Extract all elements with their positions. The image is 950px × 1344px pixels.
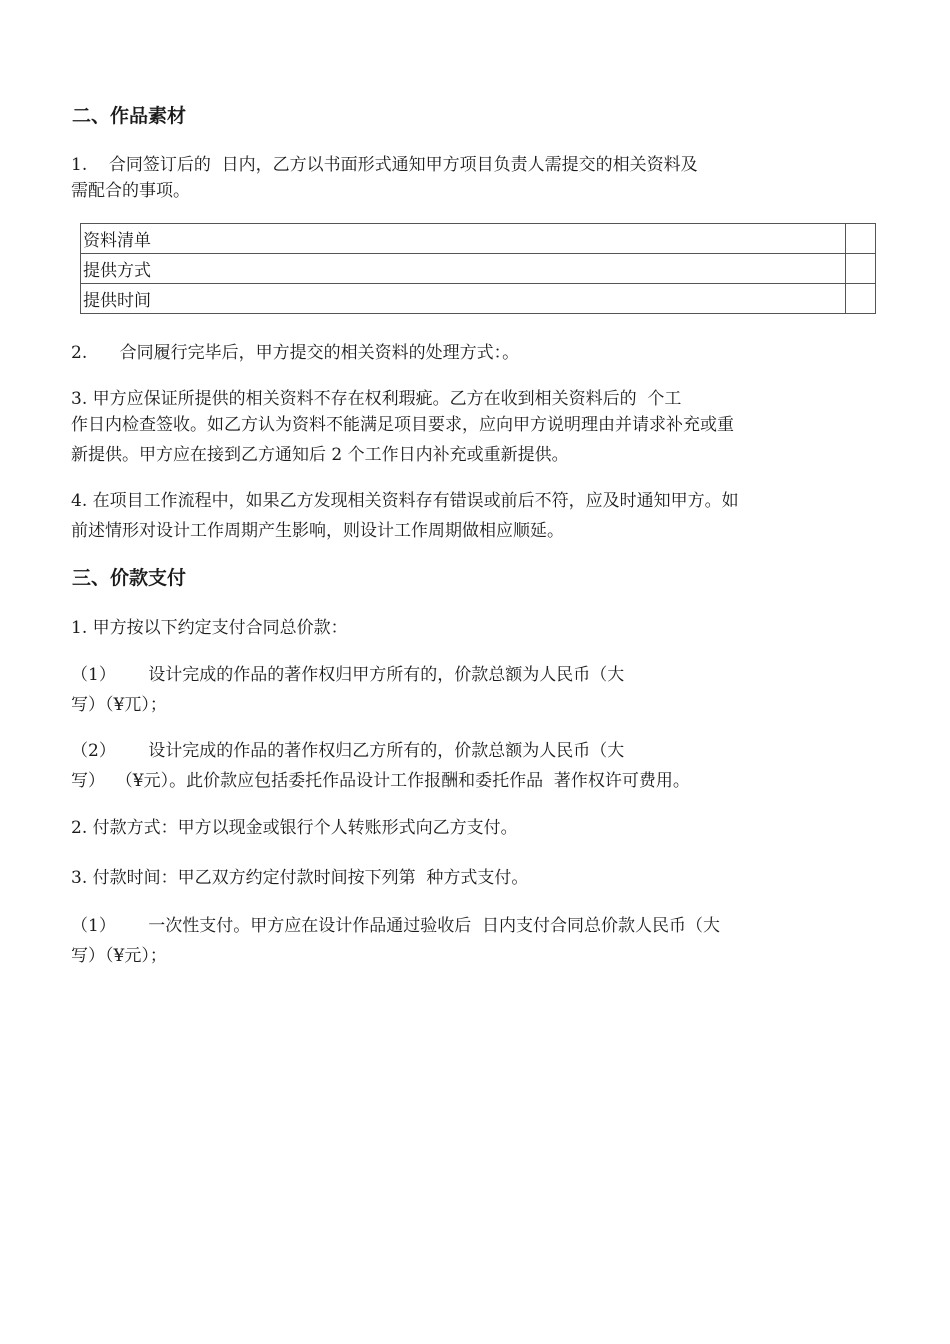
table-cell-label: 提供时间: [81, 284, 846, 314]
payment-item-3: [71, 911, 871, 971]
paragraph-2: [71, 338, 871, 368]
paragraph-line: 1. 甲方按以下约定支付合同总价款：: [71, 618, 348, 638]
table-row: [81, 254, 876, 284]
paragraph-line: 2. 合同履行完毕后，甲方提交的相关资料的处理方式：。: [71, 343, 520, 363]
section-heading-materials: 二、作品素材: [72, 105, 187, 127]
paragraph-line: 写）（¥兀）；: [71, 695, 167, 715]
payment-item-1: [71, 660, 871, 720]
payment-item-2: [71, 736, 871, 796]
section-heading-payment: 三、价款支付: [72, 567, 187, 589]
table-row: [81, 224, 876, 254]
table-cell-value: [846, 254, 876, 284]
paragraph-line: （1） 设计完成的作品的著作权归甲方所有的，价款总额为人民币（大: [71, 665, 625, 685]
paragraph-line: 3. 甲方应保证所提供的相关资料不存在权利瑕疵。乙方在收到相关资料后的 个工: [71, 389, 682, 409]
paragraph-line: 作日内检查签收。如乙方认为资料不能满足项目要求，应向甲方说明理由并请求补充或重: [71, 415, 734, 435]
table-cell-label: 资料清单: [81, 224, 846, 254]
paragraph-line: （2） 设计完成的作品的著作权归乙方所有的，价款总额为人民币（大: [71, 741, 625, 761]
paragraph-line: 4. 在项目工作流程中，如果乙方发现相关资料存有错误或前后不符，应及时通知甲方。如: [71, 491, 739, 511]
paragraph-line: 3. 付款时间：甲乙双方约定付款时间按下列第 种方式支付。: [71, 868, 529, 888]
paragraph-3: [71, 384, 871, 470]
payment-paragraph-3: [71, 863, 871, 893]
paragraph-line: 新提供。甲方应在接到乙方通知后 2 个工作日内补充或重新提供。: [71, 445, 569, 465]
paragraph-4: [71, 486, 871, 546]
payment-paragraph-1: [71, 613, 871, 643]
materials-table: [80, 223, 876, 314]
paragraph-line: 前述情形对设计工作周期产生影响，则设计工作周期做相应顺延。: [71, 521, 564, 541]
paragraph-line: 写） （¥元）。此价款应包括委托作品设计工作报酬和委托作品 著作权许可费用。: [71, 771, 690, 791]
table-cell-value: [846, 224, 876, 254]
paragraph-line: 1. 合同签订后的 日内，乙方以书面形式通知甲方项目负责人需提交的相关资料及: [71, 155, 698, 175]
paragraph-line: 需配合的事项。: [71, 181, 190, 201]
table-row: [81, 284, 876, 314]
table-cell-value: [846, 284, 876, 314]
paragraph-line: 写）（¥元）；: [71, 946, 167, 966]
paragraph-1: [71, 150, 871, 202]
table-cell-label: 提供方式: [81, 254, 846, 284]
paragraph-line: 2. 付款方式：甲方以现金或银行个人转账形式向乙方支付。: [71, 818, 518, 838]
payment-paragraph-2: [71, 813, 871, 843]
paragraph-line: （1） 一次性支付。甲方应在设计作品通过验收后 日内支付合同总价款人民币（大: [71, 916, 721, 936]
